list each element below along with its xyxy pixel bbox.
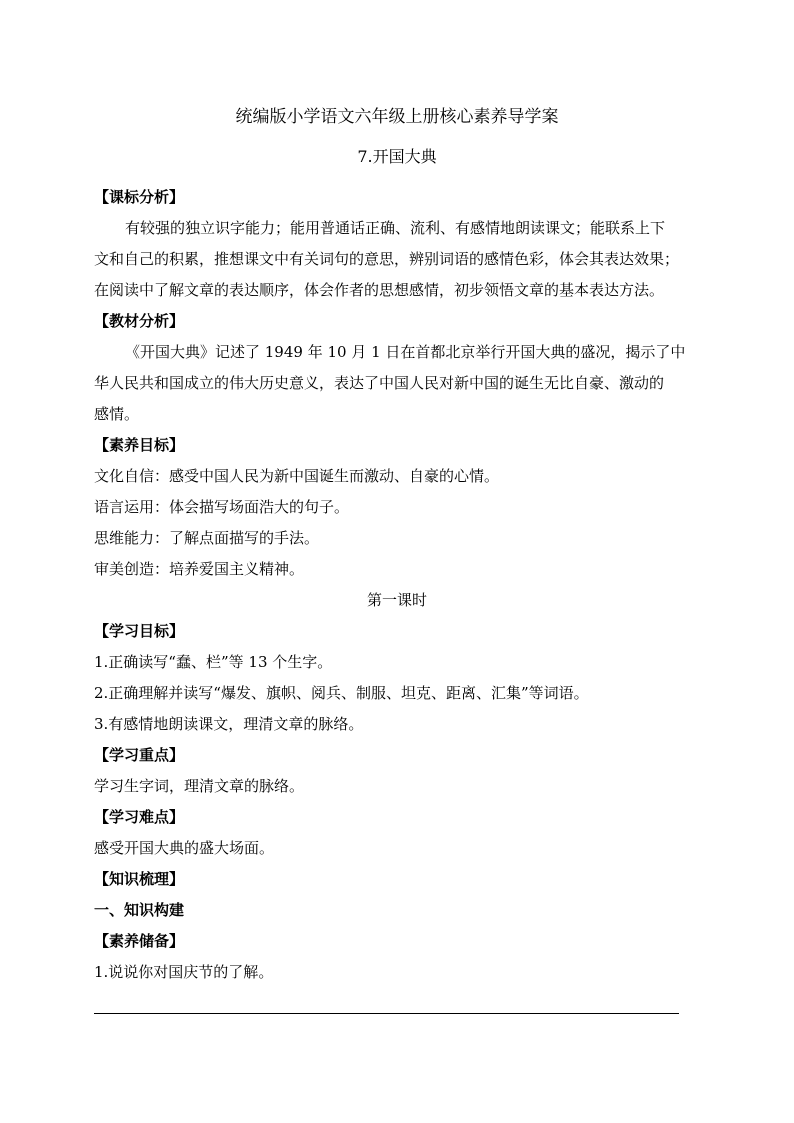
textbook-paragraph-line: 《开国大典》记述了 1949 年 10 月 1 日在首都北京举行开国大典的盛况，揭示了中	[125, 343, 686, 361]
reserve-question: 1.说说你对国庆节的了解。	[94, 963, 274, 981]
textbook-analysis-heading: 【教材分析】	[94, 312, 185, 330]
document-title: 统编版小学语文六年级上册核心素养导学案	[235, 107, 559, 127]
key-points-heading: 【学习重点】	[94, 746, 185, 764]
literacy-goal-item: 文化自信：感受中国人民为新中国诞生而激动、自豪的心情。	[94, 467, 500, 485]
curriculum-analysis-heading: 【课标分析】	[94, 188, 185, 206]
literacy-goal-item: 语言运用：体会描写场面浩大的句子。	[94, 498, 350, 516]
difficulties-heading: 【学习难点】	[94, 808, 185, 826]
literacy-goal-item: 思维能力：了解点面描写的手法。	[94, 529, 320, 547]
learning-goal-item: 2.正确理解并读写“爆发、旗帜、阅兵、制服、坦克、距离、汇集”等词语。	[94, 684, 589, 702]
knowledge-summary-heading: 【知识梳理】	[94, 870, 185, 888]
literacy-reserve-heading: 【素养储备】	[94, 932, 185, 950]
learning-goal-item: 3.有感情地朗读课文，理清文章的脉络。	[94, 715, 364, 733]
literacy-goal-item: 审美创造：培养爱国主义精神。	[94, 560, 305, 578]
literacy-goals-heading: 【素养目标】	[94, 436, 185, 454]
learning-goal-item: 1.正确读写“蠢、栏”等 13 个生字。	[94, 653, 333, 671]
period-title: 第一课时	[366, 591, 427, 609]
learning-goals-heading: 【学习目标】	[94, 622, 185, 640]
lesson-title: 7.开国大典	[357, 147, 437, 166]
knowledge-construction-subheading: 一、知识构建	[94, 901, 185, 919]
curriculum-paragraph-line: 在阅读中了解文章的表达顺序，体会作者的思想感情，初步领悟文章的基本表达方法。	[94, 281, 665, 299]
answer-line[interactable]	[94, 1013, 679, 1014]
curriculum-paragraph-line: 文和自己的积累，推想课文中有关词句的意思，辨别词语的感情色彩，体会其表达效果；	[94, 250, 680, 268]
curriculum-paragraph-line: 有较强的独立识字能力；能用普通话正确、流利、有感情地朗读课文；能联系上下	[125, 219, 666, 237]
key-points-text: 学习生字词，理清文章的脉络。	[94, 777, 305, 795]
difficulties-text: 感受开国大典的盛大场面。	[94, 839, 275, 857]
textbook-paragraph-line: 感情。	[94, 405, 140, 423]
textbook-paragraph-line: 华人民共和国成立的伟大历史意义，表达了中国人民对新中国的诞生无比自豪、激动的	[94, 374, 665, 392]
